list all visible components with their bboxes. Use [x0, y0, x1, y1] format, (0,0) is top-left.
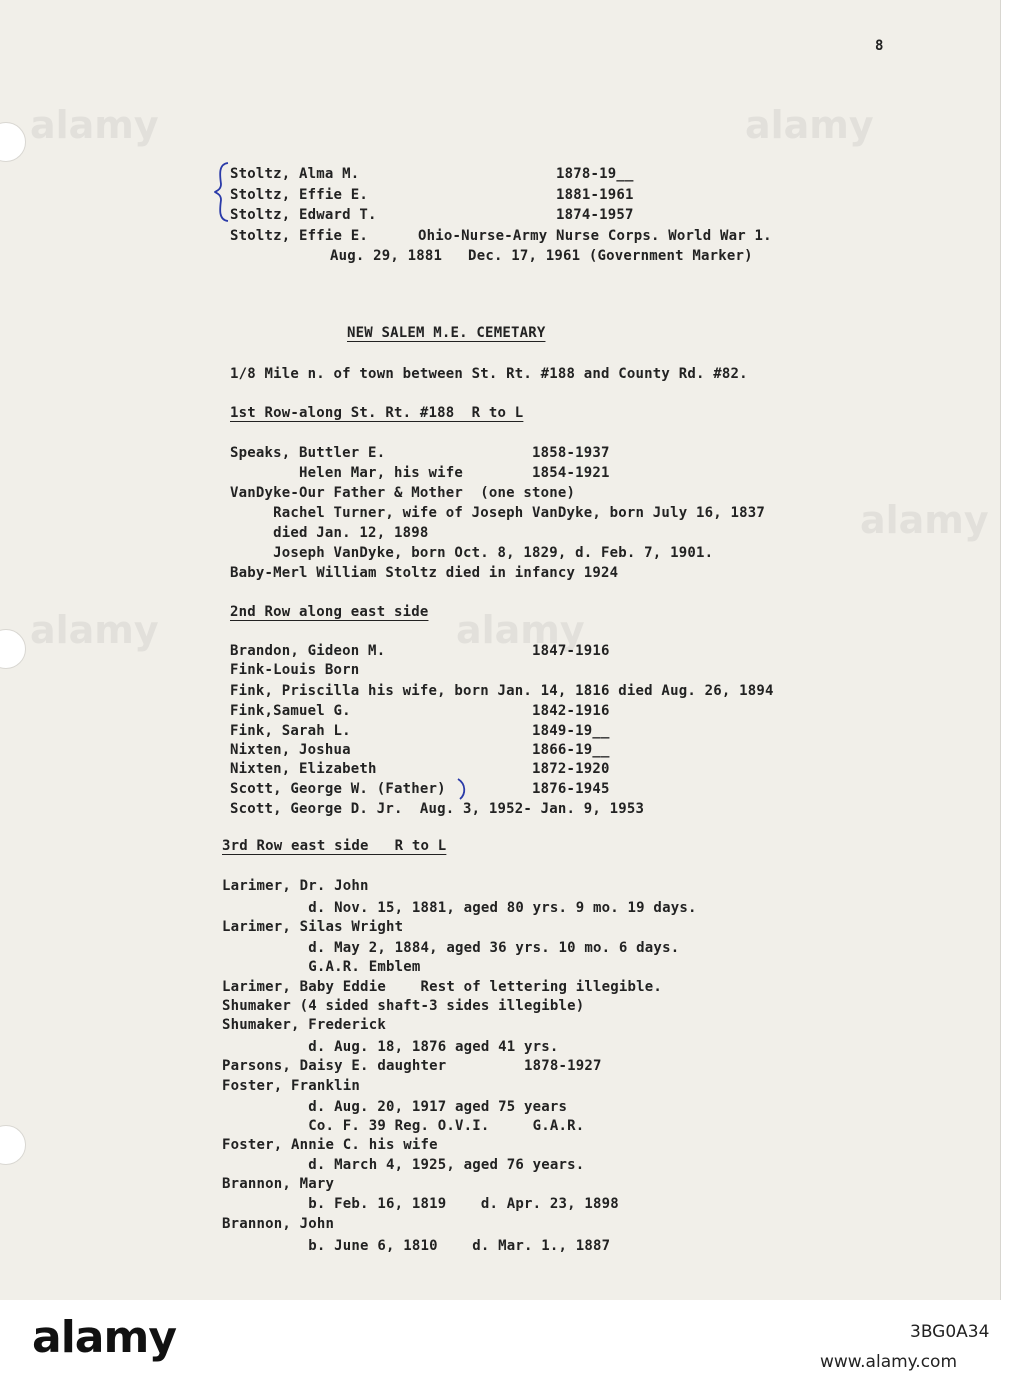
binder-hole-middle [0, 629, 26, 669]
stoltz-years: 1881-1961 [556, 187, 634, 203]
stoltz-note: Ohio-Nurse-Army Nurse Corps. World War 1. [418, 228, 772, 244]
site-url: www.alamy.com [820, 1352, 958, 1372]
row2-line: Fink, Priscilla his wife, born Jan. 14, 1816 died Aug. 26, 1894 [230, 683, 774, 699]
watermark: alamy [30, 103, 159, 147]
watermark: alamy [456, 608, 585, 652]
row3-line: Larimer, Baby Eddie Rest of lettering illegible. [222, 979, 663, 995]
row1-line: died Jan. 12, 1898 [230, 525, 429, 541]
row3-line: G.A.R. Emblem [222, 959, 421, 975]
row1-line: Rachel Turner, wife of Joseph VanDyke, born July 16, 1837 [230, 505, 765, 521]
row3-line: Larimer, Dr. John [222, 878, 369, 894]
row3-line: Co. F. 39 Reg. O.V.I. G.A.R. [222, 1118, 585, 1134]
row3-line: b. June 6, 1810 d. Mar. 1., 1887 [222, 1238, 611, 1254]
row2-line: Brandon, Gideon M. 1847-1916 [230, 643, 610, 659]
stoltz-name: Stoltz, Alma M. [230, 166, 360, 182]
row3-line: Brannon, John [222, 1216, 335, 1232]
stoltz-name: Stoltz, Effie E. [230, 187, 369, 203]
cemetery-title: NEW SALEM M.E. CEMETARY [347, 325, 546, 341]
row3-line: Parsons, Daisy E. daughter 1878-1927 [222, 1058, 602, 1074]
bracket-pen-mark [214, 160, 234, 224]
stoltz-years: 1874-1957 [556, 207, 634, 223]
row1-line: VanDyke-Our Father & Mother (one stone) [230, 485, 576, 501]
row1-line: Joseph VanDyke, born Oct. 8, 1829, d. Feb. 7, 1901. [230, 545, 714, 561]
watermark: alamy [30, 608, 159, 652]
row3-line: d. Aug. 20, 1917 aged 75 years [222, 1099, 568, 1115]
stoltz-name: Stoltz, Edward T. [230, 207, 377, 223]
row1-heading: 1st Row-along St. Rt. #188 R to L [230, 405, 524, 421]
parenthesis-pen-mark [436, 776, 472, 802]
stoltz-name: Stoltz, Effie E. [230, 228, 369, 244]
row3-line: Foster, Franklin [222, 1078, 361, 1094]
row3-line: d. Nov. 15, 1881, aged 80 yrs. 9 mo. 19 days. [222, 900, 697, 916]
row2-line: Fink, Sarah L. 1849-19__ [230, 723, 610, 739]
image-id: 3BG0A34 [910, 1322, 990, 1342]
row2-line: Nixten, Joshua 1866-19__ [230, 742, 610, 758]
row3-line: d. Aug. 18, 1876 aged 41 yrs. [222, 1039, 559, 1055]
row2-line: Scott, George W. (Father) 1876-1945 [230, 781, 610, 797]
row3-line: b. Feb. 16, 1819 d. Apr. 23, 1898 [222, 1196, 619, 1212]
row3-line: Shumaker (4 sided shaft-3 sides illegible) [222, 998, 585, 1014]
row2-line: Nixten, Elizabeth 1872-1920 [230, 761, 610, 777]
row2-line: Fink-Louis Born [230, 662, 360, 678]
binder-hole-top [0, 122, 26, 162]
cemetery-location: 1/8 Mile n. of town between St. Rt. #188 and County Rd. #82. [230, 366, 748, 382]
row3-line: Shumaker, Frederick [222, 1017, 386, 1033]
row3-line: d. March 4, 1925, aged 76 years. [222, 1157, 585, 1173]
row3-heading: 3rd Row east side R to L [222, 838, 447, 854]
row2-line: Fink,Samuel G. 1842-1916 [230, 703, 610, 719]
row3-line: Larimer, Silas Wright [222, 919, 404, 935]
row1-line: Speaks, Buttler E. 1858-1937 [230, 445, 610, 461]
stoltz-detail: Aug. 29, 1881 Dec. 17, 1961 (Government Marker) [330, 248, 753, 264]
row2-heading: 2nd Row along east side [230, 604, 429, 620]
row1-line: Baby-Merl William Stoltz died in infancy 1924 [230, 565, 619, 581]
row1-line: Helen Mar, his wife 1854-1921 [230, 465, 610, 481]
row2-line: Scott, George D. Jr. Aug. 3, 1952- Jan. 9, 1953 [230, 801, 645, 817]
watermark: alamy [860, 498, 989, 542]
alamy-logo: alamy [32, 1312, 176, 1363]
page-number: 8 [875, 38, 884, 54]
row3-line: Brannon, Mary [222, 1176, 335, 1192]
binder-hole-bottom [0, 1125, 26, 1165]
stoltz-years: 1878-19__ [556, 166, 634, 182]
row3-line: Foster, Annie C. his wife [222, 1137, 438, 1153]
watermark: alamy [745, 103, 874, 147]
row3-line: d. May 2, 1884, aged 36 yrs. 10 mo. 6 days. [222, 940, 680, 956]
